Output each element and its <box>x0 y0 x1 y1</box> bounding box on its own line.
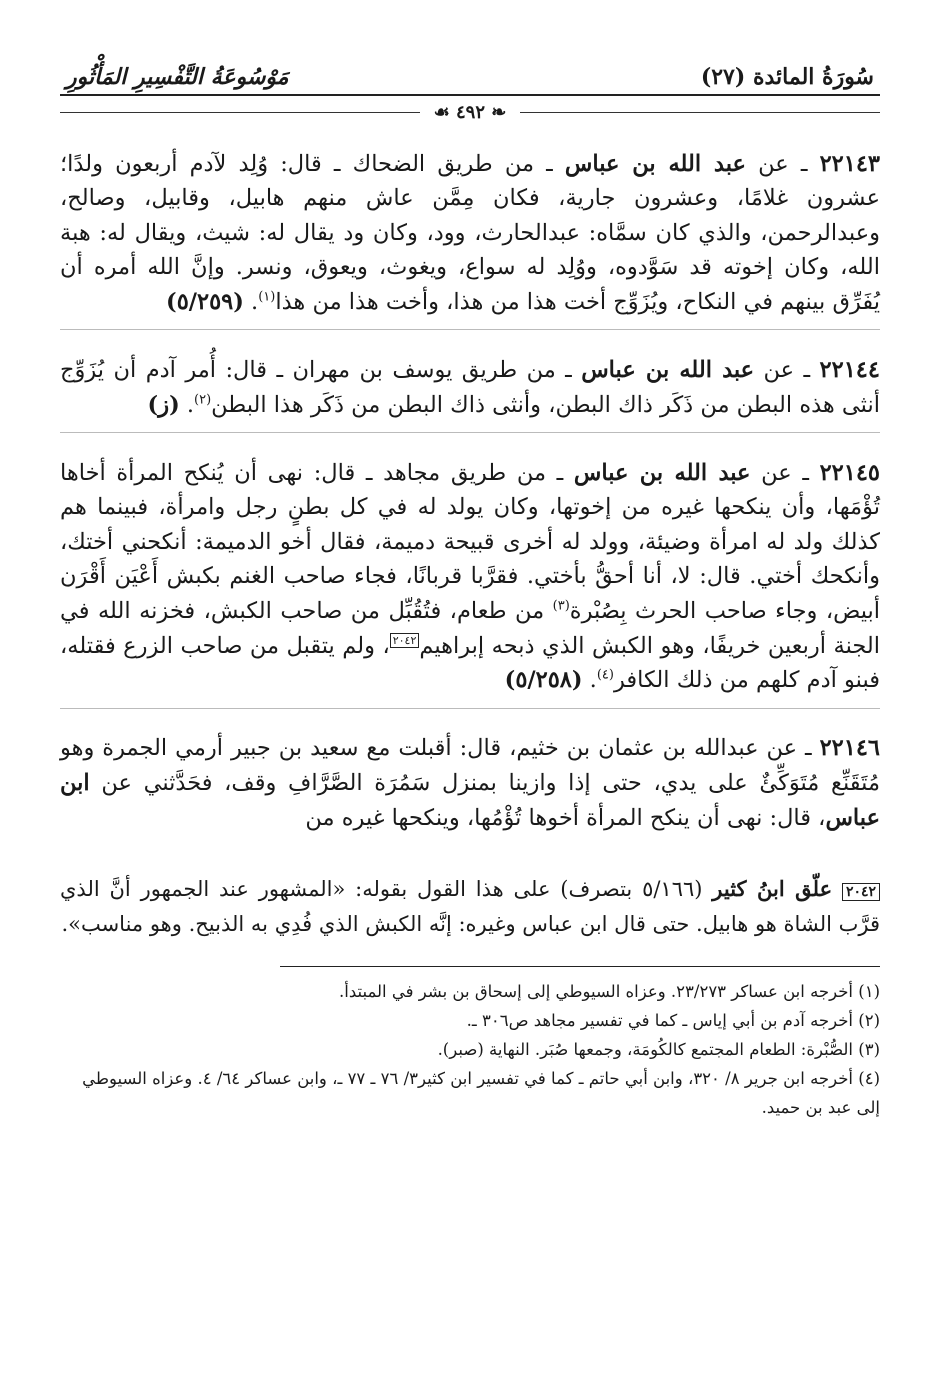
narrator: عبد الله بن عباس <box>581 356 755 383</box>
page-number: ❧ ٤٩٢ ☙ <box>433 101 507 123</box>
entry-number: ٢٢١٤٥ <box>819 459 881 486</box>
entry-number: ٢٢١٤٣ <box>819 150 880 177</box>
commentary-number: ٢٠٤٢ <box>842 883 880 901</box>
footnote-marker[interactable]: (٤) <box>596 667 614 683</box>
commentary-box-marker[interactable]: ٢٠٤٢ <box>390 633 420 648</box>
entry: ٢٢١٤٣ ـ عن عبد الله بن عباس ـ من طريق الضحاك ـ قال: وُلِد لآدم أربعون ولدًا؛ عشرون غلامًا، وعشرون جارية، فكان مِمَّن عاش منهم هابيل، وقابيل، وصالح، وعبدالرحمن، والذي كان سمَّاه: عبدالحارث، وود، وكان ود يقال له: شيث، ويقال له: هبة الله، وكان إخوته قد سَوَّدوه، ووُلِد له سواع، ويغوث، ويعوق، ونسر. وإنَّ الله أمره أن يُفَرِّق بينهم في النكاح، ويُزَوِّج أخت هذا من هذا، وأخت هذا من هذا$^{(١)}$. (٥/٢٥٩) <box>60 147 880 331</box>
footnote: (٣) الصُّبْرة: الطعام المجتمع كالكُومَة، وجمعها صُبَر. النهاية (صبر). <box>437 1040 880 1060</box>
footnote-marker[interactable]: (٢) <box>194 392 212 408</box>
footnote-marker[interactable]: (١) <box>258 289 276 305</box>
running-header <box>60 52 880 96</box>
footnotes <box>60 977 880 1122</box>
reference: (٥/٢٥٩) <box>166 288 244 315</box>
footnote: (٢) أخرجه آدم بن أبي إياس ـ كما في تفسير مجاهد ص٣٠٦ ـ. <box>466 1011 880 1031</box>
narrator: عبد الله بن عباس <box>573 459 751 486</box>
entries <box>60 147 880 846</box>
footnote: (٤) أخرجه ابن جرير ٨/ ٣٢٠، وابن أبي حاتم ـ كما في تفسير ابن كثير٣/ ٧٦ ـ ٧٧ ـ، وابن عساكر ٦٤/ ٤. وعزاه السيوطي إلى عبد بن حميد. <box>82 1069 880 1118</box>
divider <box>520 112 880 113</box>
entry: ٢٢١٤٦ ـ عن عبدالله بن عثمان بن خثيم، قال: أقبلت مع سعيد بن جبير أرمي الجمرة وهو مُتَقَنِّع مُتَوَكِّئٌ على يدي، حتى إذا وازينا بمنزل سَمُرَة الصَّرَّافِ وقف، فحَدَّثني عن ابن عباس، قال: نهى أن ينكح المرأة أخوها تُؤْمُها، وينكحها غيره من <box>60 735 880 831</box>
page-number-row <box>60 100 880 124</box>
divider <box>60 112 420 113</box>
page <box>60 52 880 1122</box>
entry-number: ٢٢١٤٤ <box>819 356 880 383</box>
narrator: عبد الله بن عباس <box>564 150 746 177</box>
footnote-marker[interactable]: (٣) <box>552 598 570 614</box>
entry-number: ٢٢١٤٦ <box>819 735 880 762</box>
entry: ٢٢١٤٤ ـ عن عبد الله بن عباس ـ من طريق يوسف بن مهران ـ قال: أُمر آدم أن يُزَوِّج أنثى هذه البطن من ذَكَر ذاك البطن، وأنثى ذاك البطن من ذَكَر هذا البطن$^{(٢)}$. (ز) <box>60 353 880 433</box>
commentary-text: (٥/١٦٦ بتصرف) على هذا القول بقوله: «المشهور عند الجمهور أنَّ الذي قرَّب الشاة هو هابيل. حتى قال ابن عباس وغيره: إنَّه الكبش الذي فُدِي به الذبيح. وهو مناسب». <box>60 877 880 937</box>
commentator: علّق ابنُ كثير <box>712 876 833 902</box>
narrator: ابن عباس <box>60 769 880 831</box>
reference: (ز) <box>147 391 180 418</box>
entry: ٢٢١٤٥ ـ عن عبد الله بن عباس ـ من طريق مجاهد ـ قال: نهى أن يُنكح المرأة أخاها تُؤْمَها، وأن ينكحها غيره من إخوتها، وكان يولد له في كل بطنٍ رجل وامرأة، فبينما هم كذلك ولد له امرأة وضيئة، وولد له أخرى قبيحة دميمة، فقال أخو الدميمة: أنكحني أختك، وأنكحك أختي. قال: لا، أنا أحقُّ بأختي. فقرَّبا قربانًا، فجاء صاحب الغنم بكبش أَعْيَن أَقْرَن أبيض، وجاء صاحب الحرث بِصُبْرة$^{(٣)}$ من طعام، فتُقُبِّل من صاحب الكبش، فخزنه الله في الجنة أربعين خريفًا، وهو الكبش الذي ذبحه إبراهيم$^{٢٠٤٢}$، ولم يتقبل من صاحب الزرع فقتله، فبنو آدم كلهم من ذلك الكافر$^{(٤)}$. (٥/٢٥٨) <box>60 456 880 709</box>
footnote: (١) أخرجه ابن عساكر ٢٣/٢٧٣. وعزاه السيوطي إلى إسحاق بن بشر في المبتدأ. <box>339 982 880 1002</box>
book-title: مَوْسُوعَةُ التَّفْسِيرِ المَأْثُورِ <box>66 64 289 90</box>
surah-title: سُورَةُ المائدة (٢٧) <box>700 64 874 90</box>
footnote-divider <box>280 966 880 967</box>
commentary-note <box>60 873 880 958</box>
reference: (٥/٢٥٨) <box>504 667 583 694</box>
